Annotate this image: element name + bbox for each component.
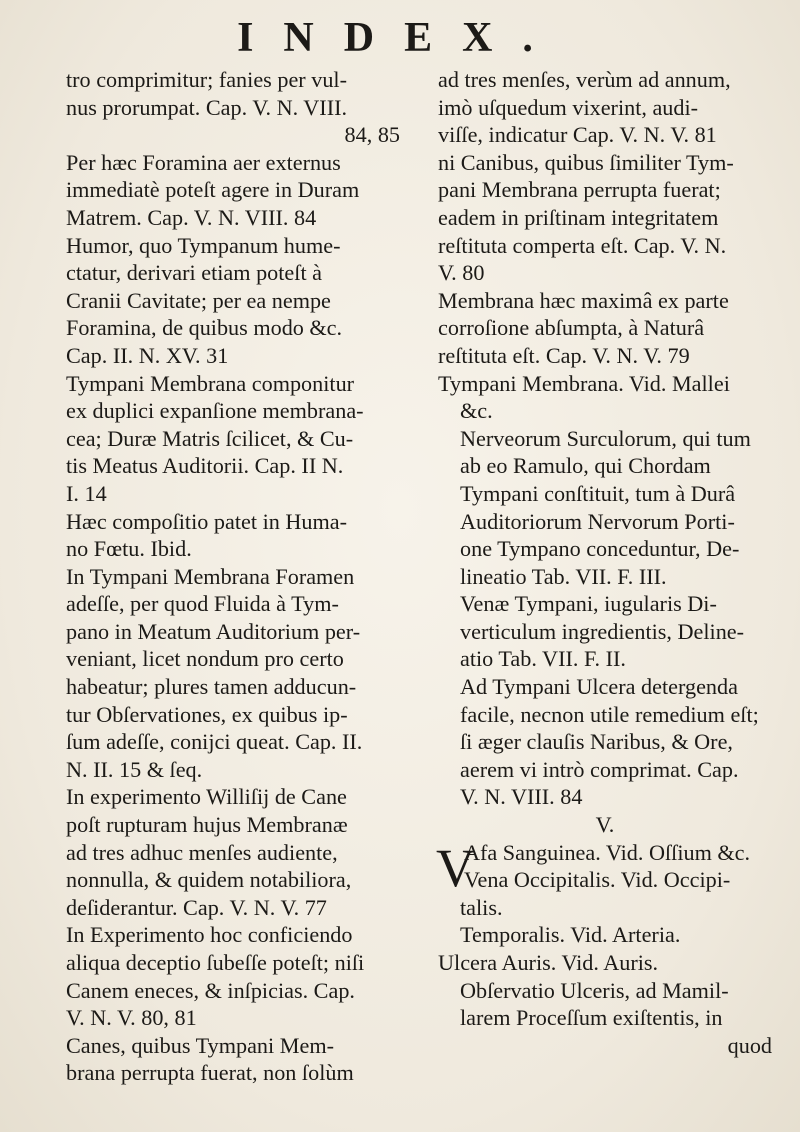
index-entry-line: verticulum ingredientis, Deline- (460, 618, 745, 644)
index-entry-line: Matrem. Cap. V. N. VIII. 84 (66, 204, 317, 230)
index-entry-line: nonnulla, & quidem notabiliora, (66, 867, 352, 893)
page-header-index: INDEX. (237, 15, 563, 61)
index-entry-line: V. N. V. 80, 81 (66, 1005, 197, 1031)
index-entry-line: Cranii Cavitate; per ea nempe (66, 287, 331, 313)
index-entry-line: In experimento Williſij de Cane (66, 784, 347, 810)
index-entry-line: Nerveorum Surculorum, qui tum (460, 425, 751, 451)
index-entry-line: reſtituta comperta eſt. Cap. V. N. (438, 232, 727, 258)
index-entry-line: lineatio Tab. VII. F. III. (460, 563, 667, 589)
index-entry-line: imò uſquedum vixerint, audi- (438, 94, 699, 120)
index-entry-line: Hæc compoſitio patet in Huma- (66, 508, 347, 534)
index-entry-line: facile, necnon utile remedium eſt; (460, 701, 759, 727)
index-entry-line: V. N. VIII. 84 (460, 784, 583, 810)
index-entry-line: &c. (460, 398, 493, 424)
index-entry-line: Cap. II. N. XV. 31 (66, 342, 229, 368)
index-entry-line: pano in Meatum Auditorium per- (66, 618, 361, 644)
index-entry-line: Per hæc Foramina aer externus (66, 149, 341, 175)
index-entry-line: tro comprimitur; fanies per vul- (66, 67, 347, 92)
index-entry-line: Canem eneces, & inſpicias. Cap. (66, 977, 355, 1003)
index-entry-line: reſtituta eſt. Cap. V. N. V. 79 (438, 342, 690, 368)
index-entry-line: Tympani Membrana componitur (66, 370, 355, 396)
index-entry-line: corroſione abſumpta, à Naturâ (438, 315, 705, 341)
index-entry-line: deſiderantur. Cap. V. N. V. 77 (66, 894, 327, 920)
index-entry-line: V. 80 (438, 260, 485, 286)
index-entry-line: ad tres menſes, verùm ad annum, (438, 67, 731, 92)
index-entry-line: larem Proceſſum exiſtentis, in (460, 1005, 723, 1031)
index-entry-line: Tympani Membrana. Vid. Mallei (438, 370, 730, 396)
index-entry-line: cea; Duræ Matris ſcilicet, & Cu- (66, 425, 354, 451)
index-entry-line: Ulcera Auris. Vid. Auris. (438, 950, 659, 975)
index-entry-line: adeſſe, per quod Fluida à Tym- (66, 591, 339, 617)
index-entry-line: Vena Occipitalis. Vid. Occipi- (464, 867, 731, 893)
right-column (438, 66, 772, 1059)
index-entry-line: aliqua deceptio ſubeſſe poteſt; niſi (66, 950, 365, 975)
section-v-entries (438, 839, 772, 1060)
drop-cap-letter: V (436, 837, 475, 898)
index-entry-line: ni Canibus, quibus ſimiliter Tym- (438, 149, 734, 175)
index-entry-line: one Tympano conceduntur, De- (460, 536, 740, 562)
index-entry-line: viſſe, indicatur Cap. V. N. V. 81 (438, 122, 717, 148)
index-entry-line: I. 14 (66, 480, 107, 506)
index-entry-line: no Fœtu. Ibid. (66, 536, 192, 562)
index-entry-line: aerem vi intrò comprimat. Cap. (460, 756, 739, 782)
index-entry-line: Foramina, de quibus modo &c. (66, 315, 343, 341)
index-entry-line: ex duplici expanſione membrana- (66, 398, 364, 424)
index-entry-line: ctatur, derivari etiam poteſt à (66, 260, 323, 286)
index-entry-line: Tympani conſtituit, tum à Durâ (460, 480, 736, 506)
index-entry-line: habeatur; plures tamen adducun- (66, 674, 357, 700)
index-entry-line: tur Obſervationes, ex quibus ip- (66, 701, 348, 727)
index-entry-line: ad tres adhuc menſes audiente, (66, 839, 338, 865)
index-entry-line: tis Meatus Auditorii. Cap. II N. (66, 453, 344, 479)
index-entry-line: 84, 85 (344, 122, 400, 148)
index-entry-line: eadem in priſtinam integritatem (438, 204, 719, 230)
index-entry-line: veniant, licet nondum pro certo (66, 646, 344, 672)
index-entry-line: Temporalis. Vid. Arteria. (460, 922, 681, 948)
index-entry-line: ſi æger clauſis Naribus, & Ore, (460, 729, 733, 755)
index-entry-line: Canes, quibus Tympani Mem- (66, 1032, 334, 1058)
index-entry-line: Afa Sanguinea. Vid. Oſſium &c. (464, 839, 751, 865)
index-entry-line: V. (595, 812, 615, 838)
index-entry-line: poſt rupturam hujus Membranæ (66, 812, 348, 838)
index-entry-line: immediatè poteſt agere in Duram (66, 177, 360, 203)
index-entry-line: brana perrupta fuerat, non ſolùm (66, 1060, 354, 1086)
index-entry-line: talis. (460, 894, 503, 920)
index-entry-line: Venæ Tympani, iugularis Di- (460, 591, 717, 617)
index-entry-line: Auditoriorum Nervorum Porti- (460, 508, 735, 534)
index-entry-line: quod (727, 1032, 772, 1058)
left-column (66, 66, 400, 1087)
index-entry-line: Ad Tympani Ulcera detergenda (460, 674, 738, 700)
index-entry-line: nus prorumpat. Cap. V. N. VIII. (66, 94, 348, 120)
index-entry-line: In Experimento hoc conficiendo (66, 922, 353, 948)
index-entry-line: pani Membrana perrupta fuerat; (438, 177, 721, 203)
index-entry-line: Membrana hæc maximâ ex parte (438, 287, 729, 313)
index-entry-line: Humor, quo Tympanum hume- (66, 232, 341, 258)
index-entry-line: In Tympani Membrana Foramen (66, 563, 355, 589)
index-entry-line: Obſervatio Ulceris, ad Mamil- (460, 977, 729, 1003)
index-entry-line: ab eo Ramulo, qui Chordam (460, 453, 711, 479)
index-entry-line: ſum adeſſe, conijci queat. Cap. II. (66, 729, 363, 755)
index-entry-line: atio Tab. VII. F. II. (460, 646, 626, 672)
index-entry-line: N. II. 15 & ſeq. (66, 756, 203, 782)
